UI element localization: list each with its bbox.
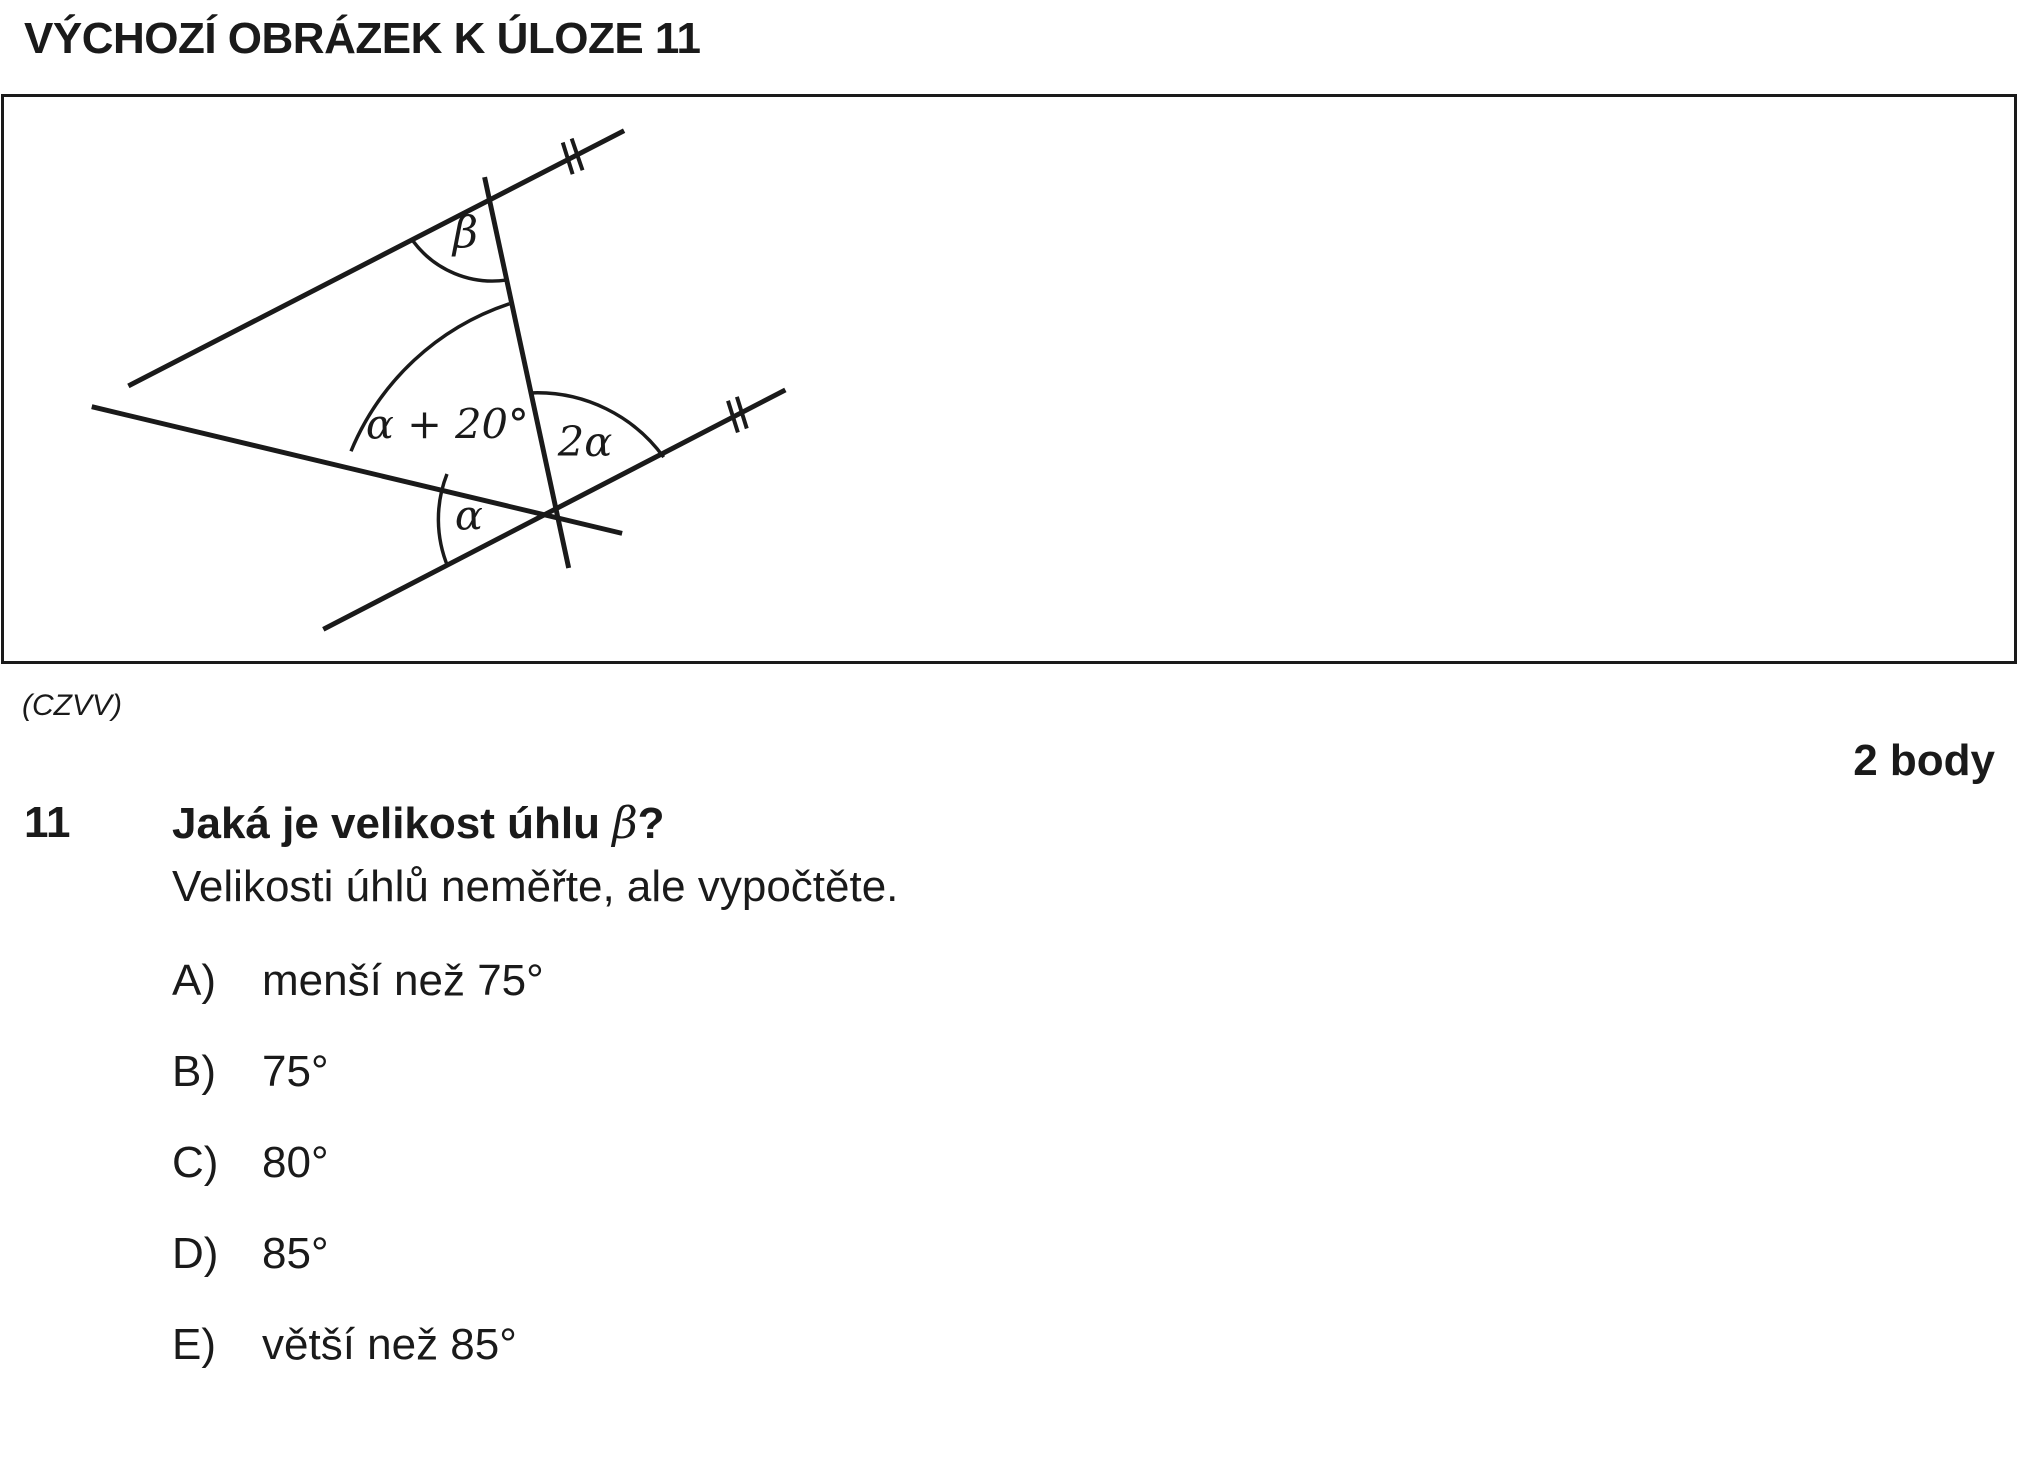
angle-label-two-alpha: 2α (557, 417, 613, 467)
option-letter: A) (172, 956, 216, 1005)
task-points: 2 body (1853, 736, 1995, 785)
option-text: 80° (262, 1138, 329, 1187)
task-number: 11 (24, 798, 71, 847)
option-letter: E) (172, 1320, 216, 1369)
angle-label-alpha: α (454, 490, 483, 540)
upper-parallel-line (128, 131, 624, 386)
geometry-figure (1, 94, 2017, 664)
figure-heading: VÝCHOZÍ OBRÁZEK K ÚLOZE 11 (24, 14, 701, 63)
transversal-left-line (92, 407, 622, 534)
option-letter: C) (172, 1138, 219, 1187)
question-symbol: β (612, 798, 638, 849)
answer-option-c[interactable] (172, 1138, 544, 1229)
angle-label-beta: β (452, 208, 479, 259)
figure-source: (CZVV) (22, 689, 122, 722)
option-text: menší než 75° (262, 956, 544, 1005)
option-letter: D) (172, 1229, 219, 1278)
geometry-diagram (4, 97, 2014, 661)
answer-option-d[interactable] (172, 1229, 544, 1320)
option-letter: B) (172, 1047, 216, 1096)
task-instruction: Velikosti úhlů neměřte, ale vypočtěte. (172, 862, 899, 911)
angle-label-alpha-plus-20: α + 20° (365, 399, 529, 449)
answer-option-e[interactable] (172, 1320, 544, 1411)
task-question (172, 798, 665, 849)
answer-option-a[interactable] (172, 956, 544, 1047)
answer-options (172, 956, 544, 1411)
option-text: větší než 85° (262, 1320, 517, 1369)
option-text: 85° (262, 1229, 329, 1278)
answer-option-b[interactable] (172, 1047, 544, 1138)
question-end: ? (637, 799, 665, 848)
option-text: 75° (262, 1047, 329, 1096)
question-text: Jaká je velikost úhlu (172, 799, 613, 848)
